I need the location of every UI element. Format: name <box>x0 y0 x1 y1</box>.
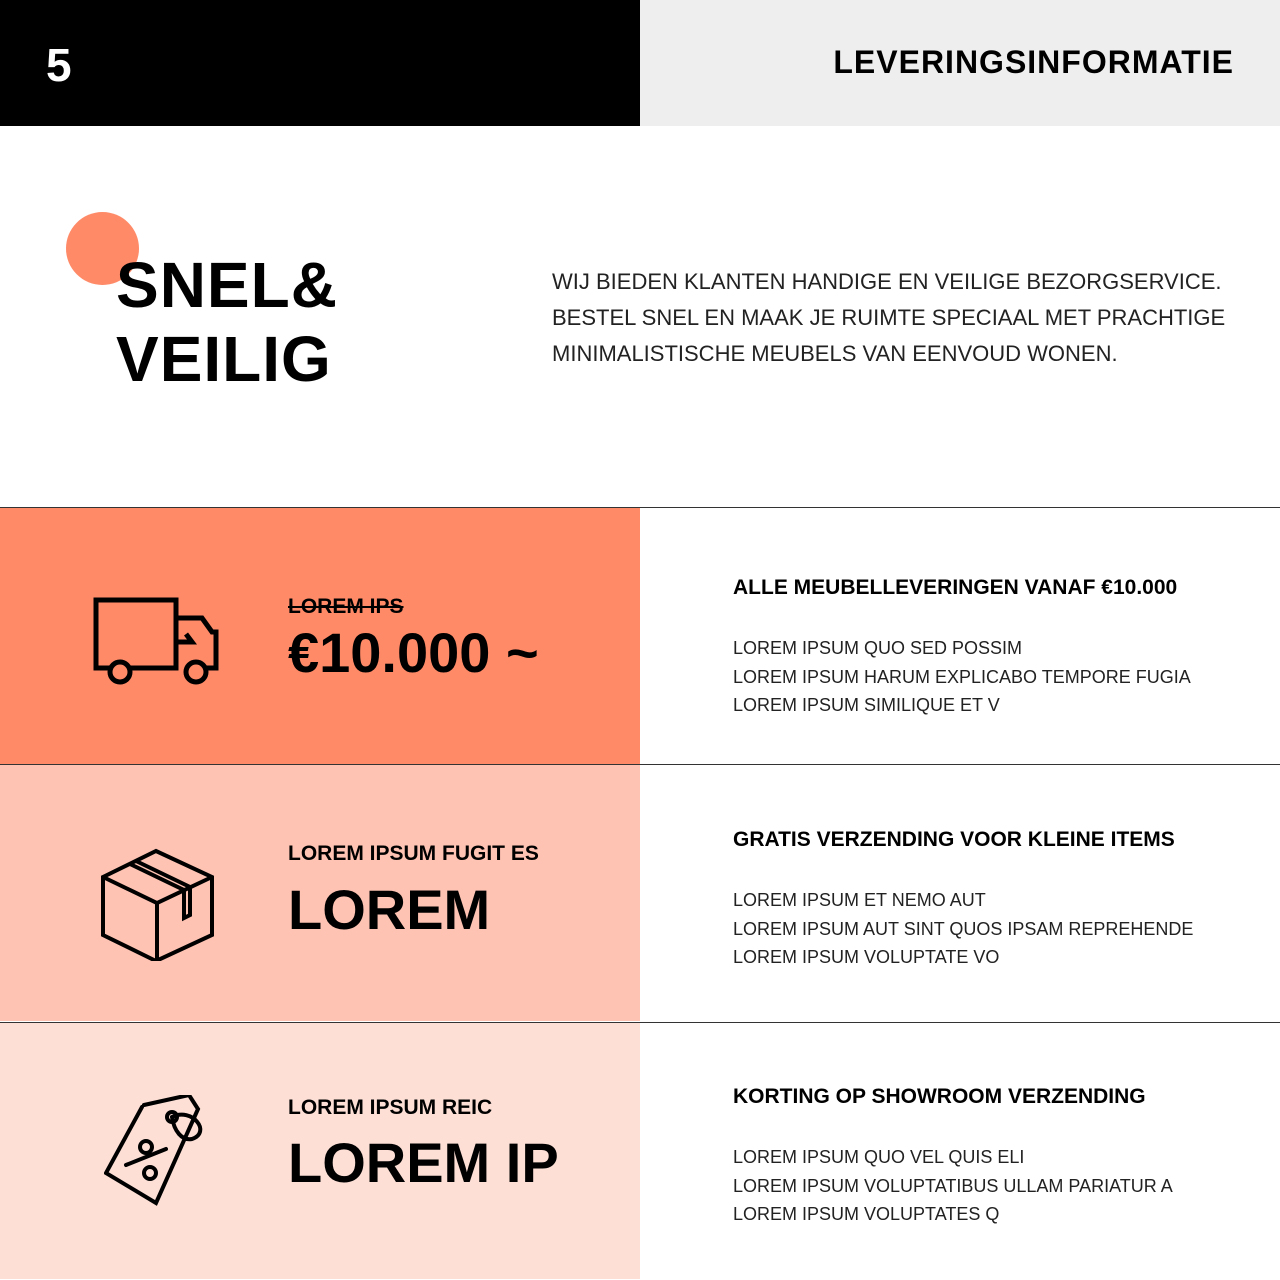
row-panel <box>0 1023 640 1279</box>
hero-title <box>116 248 338 396</box>
header-right <box>640 0 1280 126</box>
delivery-row <box>0 1022 1280 1279</box>
description-line: MINIMALISTISCHE MEUBELS VAN EENVOUD WONEN. <box>552 341 1118 366</box>
row-line: LOREM IPSUM QUO VEL QUIS ELI <box>733 1147 1025 1167</box>
page-number: 5 <box>46 39 72 91</box>
header-left <box>0 0 640 126</box>
row-line: LOREM IPSUM ET NEMO AUT <box>733 890 986 910</box>
row-line: LOREM IPSUM AUT SINT QUOS IPSAM REPREHENDE <box>733 918 1194 939</box>
delivery-row <box>0 764 1280 1021</box>
box-icon <box>100 845 216 961</box>
row-lines <box>733 1143 1173 1229</box>
row-label: LOREM IPSUM FUGIT ES <box>288 842 539 865</box>
row-panel <box>0 765 640 1021</box>
price-value: €10.000 ~ <box>288 621 539 684</box>
row-value: LOREM <box>288 878 491 941</box>
hero-title-line: SNEL& <box>116 249 338 321</box>
row-value: LOREM IP <box>288 1131 559 1194</box>
row-panel <box>0 508 640 764</box>
description-line: WIJ BIEDEN KLANTEN HANDIGE EN VEILIGE BEZORGSERVICE. <box>552 269 1222 294</box>
row-lines <box>733 634 1191 720</box>
row-line: LOREM IPSUM QUO SED POSSIM <box>733 638 1023 658</box>
hero-title-line: VEILIG <box>116 323 332 395</box>
row-label: LOREM IPSUM REIC <box>288 1096 493 1119</box>
row-heading: GRATIS VERZENDING VOOR KLEINE ITEMS <box>733 828 1175 851</box>
hero-description <box>552 264 1225 372</box>
row-line: LOREM IPSUM VOLUPTATE VO <box>733 947 1000 967</box>
truck-icon <box>92 596 227 696</box>
row-heading: KORTING OP SHOWROOM VERZENDING <box>733 1085 1146 1108</box>
row-line: LOREM IPSUM VOLUPTATES Q <box>733 1204 1000 1224</box>
row-line: LOREM IPSUM HARUM EXPLICABO TEMPORE FUGIA <box>733 666 1191 687</box>
delivery-row <box>0 507 1280 764</box>
original-label: LOREM IPS <box>288 595 404 618</box>
description-line: BESTEL SNEL EN MAAK JE RUIMTE SPECIAAL MET PRACHTIGE <box>552 305 1226 330</box>
row-lines <box>733 886 1193 972</box>
row-line: LOREM IPSUM SIMILIQUE ET V <box>733 695 1000 715</box>
page-title: LEVERINGSINFORMATIE <box>833 44 1234 80</box>
row-line: LOREM IPSUM VOLUPTATIBUS ULLAM PARIATUR A <box>733 1175 1173 1196</box>
row-heading: ALLE MEUBELLEVERINGEN VANAF €10.000 <box>733 576 1178 599</box>
discount-tag-icon <box>104 1095 216 1207</box>
